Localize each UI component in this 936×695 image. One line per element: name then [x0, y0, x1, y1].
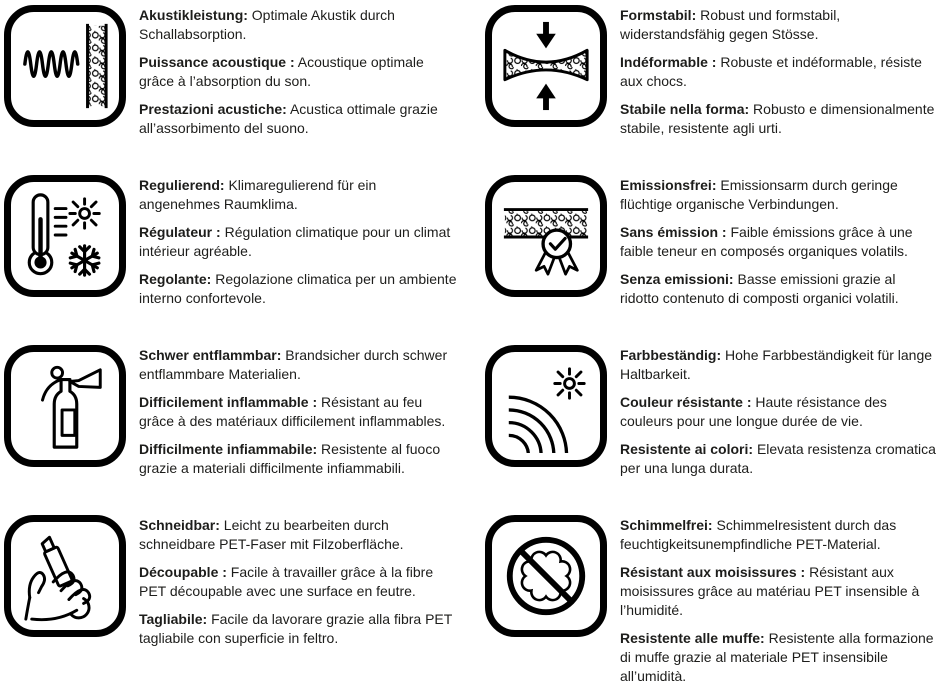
paragraph-de — [620, 176, 936, 214]
paragraph-it — [139, 100, 459, 138]
feature-form-stability-text — [620, 5, 936, 147]
paragraph-it — [620, 440, 936, 478]
label-de: Schimmelfrei: — [620, 517, 713, 533]
label-it: Prestazioni acustiche: — [139, 101, 287, 117]
label-it: Regolante: — [139, 271, 212, 287]
feature-climate — [0, 170, 468, 340]
paragraph-fr — [139, 393, 459, 431]
label-it: Resistente alle muffe: — [620, 630, 765, 646]
text-de: Leicht zu bearbeiten durch schneidbare PET-Faser mit Filzoberfläche. — [139, 517, 404, 552]
text-it: Elevata resistenza cromatica per una lunga durata. — [620, 441, 936, 476]
paragraph-de — [620, 6, 936, 44]
paragraph-fr — [139, 563, 459, 601]
color-fastness-icon — [485, 345, 607, 467]
label-de: Farbbeständig: — [620, 347, 722, 363]
feature-cuttable — [0, 510, 468, 680]
feature-emission-text — [620, 175, 936, 317]
text-it: Resistente alla formazione di muffe grazie al materiale PET insensibile all’umidità. — [620, 630, 934, 684]
compression-resistance-icon-graphic — [499, 19, 593, 113]
text-fr: Acoustique optimale grâce à l’absorption du son. — [139, 54, 424, 89]
feature-color — [468, 340, 936, 510]
paragraph-de — [139, 516, 459, 554]
feature-acoustic-text — [139, 5, 459, 147]
text-de: Brandsicher durch schwer entflammbare Materialien. — [139, 347, 448, 382]
paragraph-de — [620, 516, 936, 554]
paragraph-it — [139, 270, 459, 308]
feature-mold — [468, 510, 936, 684]
mold-resistant-icon-graphic — [499, 529, 593, 623]
text-fr: Résistant au feu grâce à des matériaux difficilement inflammables. — [139, 394, 446, 429]
color-fastness-icon-graphic — [499, 359, 593, 453]
text-it: Regolazione climatica per un ambiente interno confortevole. — [139, 271, 457, 306]
text-fr: Régulation climatique pour un climat intérieur agréable. — [139, 224, 451, 259]
label-fr: Difficilement inflammable : — [139, 394, 318, 410]
paragraph-it — [620, 100, 936, 138]
paragraph-fr — [139, 53, 459, 91]
paragraph-fr — [139, 223, 459, 261]
feature-form-stability — [468, 0, 936, 170]
text-it: Resistente al fuoco grazie a materiali difficilmente infiammabili. — [139, 441, 441, 476]
text-it: Basse emissioni grazie al ridotto contenuto di composti organici volatili. — [620, 271, 899, 306]
label-de: Regulierend: — [139, 177, 225, 193]
climate-regulation-icon-graphic — [18, 189, 112, 283]
text-it: Robusto e dimensionalmente stabile, resistente agli urti. — [620, 101, 935, 136]
label-it: Senza emissioni: — [620, 271, 734, 287]
feature-fire — [0, 340, 468, 510]
label-it: Resistente ai colori: — [620, 441, 754, 457]
text-de: Emissionsarm durch geringe flüchtige organische Verbindungen. — [620, 177, 898, 212]
feature-fire-text — [139, 345, 459, 487]
paragraph-de — [139, 176, 459, 214]
paragraph-de — [139, 346, 459, 384]
fire-resistant-icon — [4, 345, 126, 467]
climate-regulation-icon — [4, 175, 126, 297]
paragraph-fr — [620, 563, 936, 620]
text-de: Klimaregulierend für ein angenehmes Raumklima. — [139, 177, 377, 212]
label-fr: Découpable : — [139, 564, 227, 580]
text-de: Hohe Farbbeständigkeit für lange Haltbarkeit. — [620, 347, 933, 382]
text-it: Facile da lavorare grazie alla fibra PET tagliabile con superficie in feltro. — [139, 611, 453, 646]
feature-cuttable-text — [139, 515, 459, 657]
label-it: Difficilmente infiammabile: — [139, 441, 318, 457]
label-fr: Couleur résistante : — [620, 394, 752, 410]
paragraph-de — [620, 346, 936, 384]
feature-color-text — [620, 345, 936, 487]
label-fr: Sans émission : — [620, 224, 727, 240]
feature-climate-text — [139, 175, 459, 317]
text-de: Schimmelresistent durch das feuchtigkeitsunempfindliche PET-Material. — [620, 517, 897, 552]
text-de: Optimale Akustik durch Schallabsorption. — [139, 7, 395, 42]
label-fr: Puissance acoustique : — [139, 54, 295, 70]
paragraph-it — [139, 440, 459, 478]
label-de: Emissionsfrei: — [620, 177, 717, 193]
label-fr: Régulateur : — [139, 224, 221, 240]
paragraph-fr — [620, 53, 936, 91]
label-de: Formstabil: — [620, 7, 697, 23]
cuttable-icon — [4, 515, 126, 637]
label-de: Schwer entflammbar: — [139, 347, 282, 363]
text-fr: Faible émissions grâce à une faible teneur en composés organiques volatils. — [620, 224, 913, 259]
text-it: Acustica ottimale grazie all’assorbimento del suono. — [139, 101, 438, 136]
label-it: Tagliabile: — [139, 611, 208, 627]
paragraph-fr — [620, 223, 936, 261]
paragraph-it — [620, 270, 936, 308]
cuttable-icon-graphic — [18, 529, 112, 623]
low-emission-icon — [485, 175, 607, 297]
paragraph-it — [620, 629, 936, 686]
low-emission-icon-graphic — [499, 189, 593, 283]
sound-absorption-icon — [4, 5, 126, 127]
label-de: Schneidbar: — [139, 517, 220, 533]
fire-resistant-icon-graphic — [18, 359, 112, 453]
text-fr: Robuste et indéformable, résiste aux chocs. — [620, 54, 922, 89]
paragraph-de — [139, 6, 459, 44]
label-fr: Résistant aux moisissures : — [620, 564, 806, 580]
mold-resistant-icon — [485, 515, 607, 637]
paragraph-it — [139, 610, 459, 648]
feature-acoustic — [0, 0, 468, 170]
compression-resistance-icon — [485, 5, 607, 127]
feature-emission — [468, 170, 936, 340]
paragraph-fr — [620, 393, 936, 431]
label-fr: Indéformable : — [620, 54, 717, 70]
text-fr: Résistant aux moisissures grâce au matériau PET insensible à l’humidité. — [620, 564, 920, 618]
text-de: Robust und formstabil, widerstandsfähig gegen Stösse. — [620, 7, 841, 42]
feature-mold-text — [620, 515, 936, 695]
label-it: Stabile nella forma: — [620, 101, 750, 117]
text-fr: Haute résistance des couleurs pour une longue durée de vie. — [620, 394, 887, 429]
text-fr: Facile à travailler grâce à la fibre PET découpable avec une surface en feutre. — [139, 564, 434, 599]
label-de: Akustikleistung: — [139, 7, 248, 23]
sound-absorption-icon-graphic — [18, 19, 112, 113]
